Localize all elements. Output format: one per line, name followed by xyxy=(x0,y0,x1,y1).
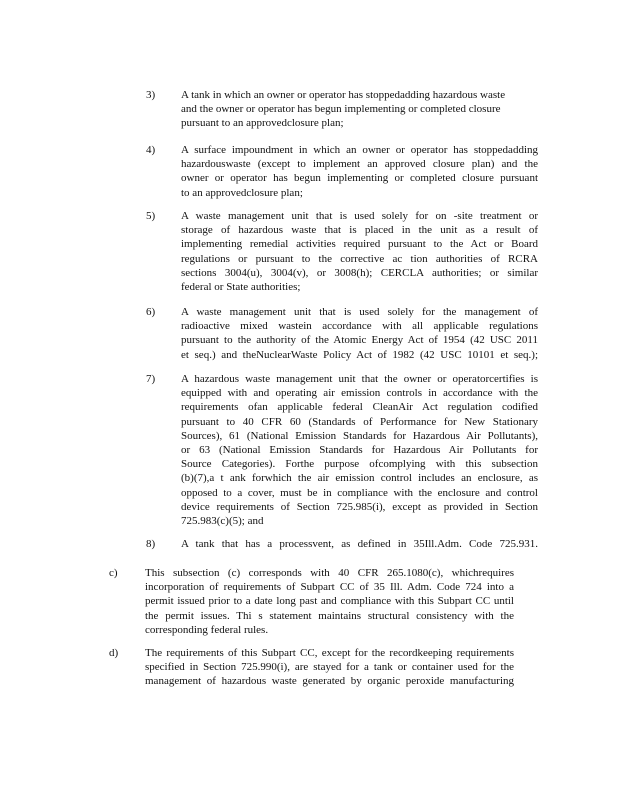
text-line: 725.983(c)(5); and xyxy=(181,515,264,528)
text-line: A tank that has a processvent, as defined in 35Ill.Adm. Code 725.931. xyxy=(181,538,538,550)
item-number: 7) xyxy=(146,373,156,385)
text-line: requirements ofan applicable federal CleanAir Act regulation codified xyxy=(181,401,538,414)
text-line: management of hazardous waste generated by organic peroxide manufacturing xyxy=(145,675,514,688)
text-line: A surface impoundment in which an owner or operator has stoppedadding xyxy=(181,144,538,156)
subsection-letter: d) xyxy=(109,647,119,659)
text-line: owner or operator has begun implementing or completed closure pursuant xyxy=(181,172,538,185)
item-number: 4) xyxy=(146,144,156,156)
item-number: 6) xyxy=(146,306,156,318)
text-line: federal or State authorities; xyxy=(181,281,301,294)
text-line: radioactive mixed wastein accordance with all applicable regulations xyxy=(181,320,538,333)
text-line: equipped with and operating air emission controls in accordance with the xyxy=(181,387,538,400)
text-line: opposed to a cover, must be in compliance with the enclosure and control xyxy=(181,486,538,499)
text-line: and the owner or operator has begun implementing or completed closure xyxy=(181,103,501,116)
text-line: to an approvedclosure plan; xyxy=(181,186,303,199)
text-line: storage of hazardous waste that is placed in the unit as a result of xyxy=(181,224,538,237)
text-line: the permit issues. Thi s statement maintains structural consistency with the xyxy=(145,609,514,622)
subsection-text xyxy=(145,566,514,637)
item-text xyxy=(181,143,538,200)
text-line: hazardouswaste (except to implement an approved closure plan) and the xyxy=(181,158,538,171)
item-text xyxy=(181,537,538,551)
text-line: pursuant to an approvedclosure plan; xyxy=(181,117,344,130)
text-line: Source Categories). Forthe purpose ofcomplying with this subsection xyxy=(181,458,538,471)
text-line: or 63 (National Emission Standards for Hazardous Air Pollutants for xyxy=(181,444,538,457)
text-line: incorporation of requirements of Subpart CC of 35 Ill. Adm. Code 724 into a xyxy=(145,581,514,594)
text-line: implementing remedial activities required pursuant to the Act or Board xyxy=(181,238,538,251)
item-text xyxy=(181,305,538,362)
text-line: pursuant to the authority of the Atomic Energy Act of 1954 (42 USC 2011 xyxy=(181,334,538,347)
text-line: A hazardous waste management unit that the owner or operatorcertifies is xyxy=(181,373,538,385)
text-line: A tank in which an owner or operator has stoppedadding hazardous waste xyxy=(181,89,506,101)
text-line: The requirements of this Subpart CC, except for the recordkeeping requirements xyxy=(145,647,514,659)
text-line: A waste management unit that is used solely for the management of xyxy=(181,306,538,318)
text-line: A waste management unit that is used solely for on -site treatment or xyxy=(181,210,538,222)
text-line: Sources), 61 (National Emission Standards for Hazardous Air Pollutants), xyxy=(181,429,538,442)
subsection-text xyxy=(145,646,514,689)
text-line: specified in Section 725.990(i), are stayed for a tank or container used for the xyxy=(145,661,514,674)
item-number: 8) xyxy=(146,538,156,550)
text-line: regulations or pursuant to the corrective ac tion authorities of RCRA xyxy=(181,252,538,265)
subsection-letter: c) xyxy=(109,567,118,579)
text-line: device requirements of Section 725.985(i), except as provided in Section xyxy=(181,500,538,513)
item-text xyxy=(181,88,538,131)
text-line: This subsection (c) corresponds with 40 CFR 265.1080(c), whichrequires xyxy=(145,567,514,579)
item-number: 5) xyxy=(146,210,156,222)
text-line: pursuant to 40 CFR 60 (Standards of Performance for New Stationary xyxy=(181,415,538,428)
text-line: et seq.) and theNuclearWaste Policy Act of 1982 (42 USC 10101 et seq.); xyxy=(181,348,538,361)
item-text xyxy=(181,209,538,294)
text-line: (b)(7),a t ank forwhich the air emission control includes an enclosure, as xyxy=(181,472,538,485)
item-number: 3) xyxy=(146,89,156,101)
text-line: permit issued prior to a date long past and compliance with this Subpart CC until xyxy=(145,595,514,608)
text-line: sections 3004(u), 3004(v), or 3008(h); CERCLA authorities; or similar xyxy=(181,266,538,279)
item-text xyxy=(181,372,538,528)
text-line: corresponding federal rules. xyxy=(145,623,269,636)
